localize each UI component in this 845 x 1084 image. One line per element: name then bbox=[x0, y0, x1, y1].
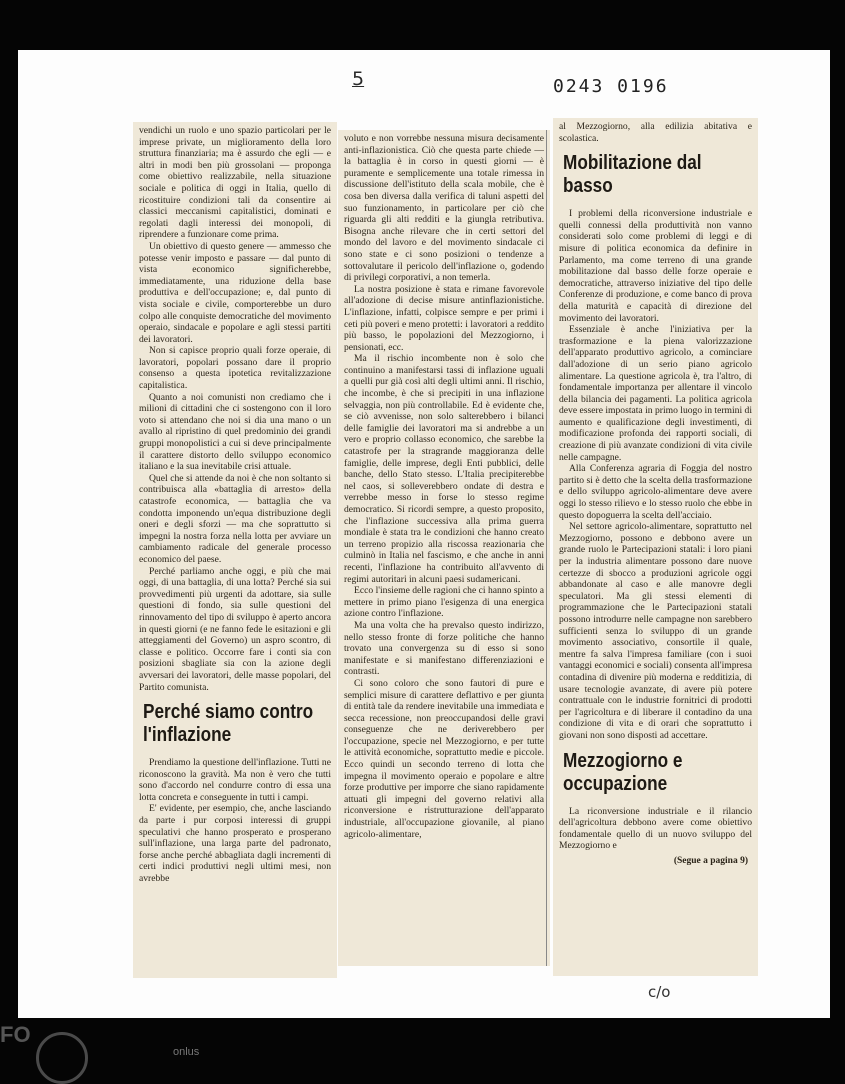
heading-mobilitazione-text: Mobilitazione dal basso bbox=[563, 152, 702, 198]
handwritten-page-number: 5 bbox=[352, 68, 365, 90]
col2-paragraph: La nostra posizione è stata e rimane favorevole all'adozione di decise misure antinflazionistiche. L'inflazione, infatti, colpisce sempre e per primi i ceti più poveri e meno protetti: i lavoratori a reddito più basso, le popolazioni del Mezzogiorno, i pensionati, ecc. bbox=[344, 283, 544, 353]
heading-mobilitazione bbox=[563, 152, 726, 198]
col1-paragraph: Prendiamo la questione dell'inflazione. Tutti ne riconoscono la gravità. Ma non è vero che tutti sono d'accordo nel condurre contro di essa una lotta concreta e conseguente in tutti i campi. bbox=[139, 757, 331, 803]
col2-paragraph: Ci sono coloro che sono fautori di pure e semplici misure di carattere deflattivo e per giunta di entità tale da rendere inevitabile una immediata e secca recessione, non preoccupandosi delle gravi conseguenze che ne deriverebbero per l'occupazione, specie nel Mezzogiorno, e per tutte le attività economiche, soprattutto medie e piccole. Ecco quindi un secondo terreno di lotta che impegna il movimento operaio e popolare e altre forze produttive per imporre che siano rapidamente attuati gli impegni del governo relativi alla riconversione e ristrutturazione dell'apparato industriale, all'occupazione giovanile, al piano agricolo-alimentare, bbox=[344, 677, 544, 840]
column-divider bbox=[546, 130, 547, 966]
col1-paragraph: Un obiettivo di questo genere — ammesso che potesse venir imposto e passare — dal punto di vista economico significherebbe, immediatamente, una riduzione della base produttiva e dell'occupazione; e, dal punto di vista sociale e civile, comporterebbe un duro colpo alle conquiste democratiche del movimento operaio, sindacale e popolare e agli stessi partiti dei lavoratori. bbox=[139, 240, 331, 345]
clipping-column-3 bbox=[553, 118, 758, 976]
col1-paragraph: E' evidente, per esempio, che, anche lasciando da parte i pur corposi interessi di gruppi speculativi che hanno prosperato e prosperano sull'inflazione, una larga parte del padronato, forse anche perché abbagliata dagli incrementi di certi indici produttivi negli ultimi mesi, non avrebbe bbox=[139, 803, 331, 885]
col1-paragraph: Quanto a noi comunisti non crediamo che i milioni di cittadini che ci sostengono con il loro voto si attendano che noi si dia una mano o un avallo al ripristino di quel predominio dei grandi gruppi monopolistici a cui si deve principalmente il carattere distorto dello sviluppo economico italiano e la sua inevitabile crisi attuale. bbox=[139, 391, 331, 473]
col2-paragraph: Ecco l'insieme delle ragioni che ci hanno spinto a mettere in primo piano l'esigenza di una energica azione contro l'inflazione. bbox=[344, 585, 544, 620]
heading-inflazione-text: Perché siamo contro l'inflazione bbox=[143, 701, 314, 747]
col1-paragraph: vendichi un ruolo e uno spazio particolari per le imprese private, un miglioramento della loro struttura finanziaria; ma è assurdo che egli — e altri in modi ben più grossolani — proponga come obiettivo realizzabile, nella situazione sociale e politica di oggi in Italia, quello di ricostituire condizioni tali da consentire ai classici meccanismi capitalistici, dominati e regolati dagli interessi dei monopoli, di riprendere a funzionare come prima. bbox=[139, 125, 331, 241]
clipping-column-2 bbox=[338, 130, 550, 966]
watermark-fo: FO bbox=[0, 1022, 31, 1047]
heading-mezzogiorno-text: Mezzogiorno e occupazione bbox=[563, 749, 683, 795]
watermark-logo-icon bbox=[36, 1032, 88, 1084]
col1-paragraph: Non si capisce proprio quali forze operaie, di lavoratori, popolari possano dare il proprio consenso a questa ipotetica revitalizzazione capitalistica. bbox=[139, 345, 331, 392]
col1-paragraph: Quel che si attende da noi è che non soltanto si contribuisca alla «battaglia di arresto» della catastrofe economica, — battaglia che va condotta imponendo un'equa distribuzione degli oneri e degli sforzi — ma che soprattutto si impegni la nostra forza nella lotta per avviare un cambiamento radicale del generale processo economico del paese. bbox=[139, 472, 331, 565]
col2-paragraph: Ma una volta che ha prevalso questo indirizzo, nello stesso fronte di forze politiche che hanno trovato una convergenza su di esso si sono manifestate e si manifestano differenziazioni e contrasti. bbox=[344, 619, 544, 678]
col3-paragraph: I problemi della riconversione industriale e quelli connessi della produttività non vanno considerati solo come problemi di leggi e di misure di politica economica da definire in Parlamento, ma come terreno di una grande mobilitazione dal basso delle forze operaie e democratiche, attraverso iniziative del tipo delle Conferenze di produzione, e come banco di prova della maturità e capacità di direzione del movimento dei lavoratori. bbox=[559, 208, 752, 324]
heading-mezzogiorno bbox=[563, 750, 726, 796]
col3-intro: al Mezzogiorno, alla edilizia abitativa e scolastica. bbox=[559, 121, 752, 144]
clipping-column-1 bbox=[133, 122, 337, 978]
col2-paragraph: voluto e non vorrebbe nessuna misura decisamente anti-inflazionistica. Ciò che questa parte chiede — la battaglia è in corso in questi giorni — è puramente e semplicemente una totale rimessa in discussione dell'istituto della scala mobile, che è cosa ben diversa dalla verifica di taluni aspetti del suo funzionamento, in particolare per ciò che riguarda gli alti redditi e la giungla retributiva. Bisogna anche rilevare che in certi settori del mondo del lavoro e del movimento sindacale ci sono state e ci sono posizioni o tendenze a sottovalutare il pericolo dell'inflazione o, godendo di privilegi corporativi, a non temerla. bbox=[344, 133, 544, 284]
handwritten-footer-mark: c/o bbox=[648, 983, 671, 1001]
continued-notice: (Segue a pagina 9) bbox=[673, 855, 748, 866]
archive-number: 0243 0196 bbox=[553, 76, 669, 97]
heading-inflazione bbox=[143, 701, 314, 747]
watermark-onlus: onlus bbox=[173, 1046, 200, 1058]
col2-paragraph: Ma il rischio incombente non è solo che continuino a manifestarsi tassi di inflazione uguali a quelli pur già così alti degli ultimi anni. Il rischio, che incombe, è che si precipiti in una inflazione selvaggia, non più controllabile. Ed è evidente che, se ciò avvenisse, non solo salterebbero i bilanci delle famiglie dei lavoratori ma si andrebbe a un vero e proprio collasso economico, che sarebbe la catastrofe per la stragrande maggioranza delle famiglie, delle imprese, degli Enti pubblici, delle banche, dello Stato stesso. L'Italia precipiterebbe nel caos, si solleverebbero ondate di destra e verrebbe messo in forse lo stesso regime democratico. Si ricordi sempre, a questo proposito, che l'inflazione successiva alla prima guerra mondiale è stata tra le condizioni che hanno creato un terreno propizio alla riscossa reazionaria che culminò in Italia nel fascismo, e che anche in anni recenti, l'inflazione ha contribuito all'avvento di regimi autoritari in alcuni paesi sudamericani. bbox=[344, 353, 544, 585]
col3-paragraph: Essenziale è anche l'iniziativa per la trasformazione e la piena valorizzazione dell'apparato produttivo agricolo, a cominciare dall'adozione di un serio piano agricolo alimentare. La questione agricola è, tra l'altro, di fondamentale importanza per allentare il vincolo della bilancia dei pagamenti. La politica agricola deve essere impostata in primo luogo in termini di aumento e qualificazione degli investimenti, di modificazione profonda dei rapporti sociali, di creazione di più avanzate condizioni di vita civile nelle campagne. bbox=[559, 324, 752, 463]
col3-paragraph: Nel settore agricolo-alimentare, soprattutto nel Mezzogiorno, possono e debbono avere un grande ruolo le Partecipazioni statali: i loro piani per la industria alimentare possono dare nuove certezze di sbocco a produzioni agricole oggi abbandonate al caso e alle manovre degli speculatori. Ma gli stessi elementi di programmazione che le Partecipazioni statali possono introdurre nelle campagne non sarebbero sufficienti senza lo sviluppo di un grande movimento associativo, consortile il quale, mentre fa salva l'impresa familiare (con i suoi vantaggi economici e sociali) consenta all'impresa contadina di divenire più moderna e redditizia, di usare tecnologie avanzate, di avere più potere contrattuale con le industrie fornitrici di prodotti per l'agricoltura e di liberare il contadino da una condizione di vita e di orari che soprattutto i giovani non sono disposti ad accettare. bbox=[559, 521, 752, 741]
col3-paragraph: La riconversione industriale e il rilancio dell'agricoltura debbono avere come obiettivo fondamentale quello di un nuovo sviluppo del Mezzogiorno e bbox=[559, 805, 752, 852]
col3-paragraph: Alla Conferenza agraria di Foggia del nostro partito si è detto che la scelta della trasformazione e dello sviluppo agricolo-alimentare deve avere oggi lo stesso rilievo e lo stesso ruolo che ebbe in questo dopoguerra la scelta dell'acciaio. bbox=[559, 463, 752, 521]
col1-paragraph: Perché parliamo anche oggi, e più che mai oggi, di una battaglia, di una lotta? Perché sia sui provvedimenti più urgenti da adottare, sia sulle questioni di fondo, sia sulle questioni del rinnovamento del tipo di sviluppo è aperto ancora in questi giorni (e ne fanno fede le esitazioni e gli atteggiamenti del Governo) un aspro scontro, di classe e politico. Occorre fare i conti sia con posizioni sbagliate sia con la azione degli avversari dei lavoratori, delle masse popolari, del Partito comunista. bbox=[139, 565, 331, 693]
